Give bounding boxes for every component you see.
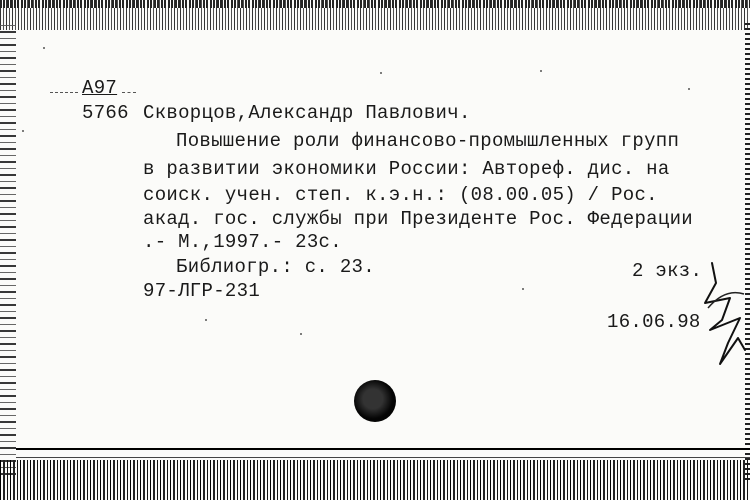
card-top-edge — [0, 0, 750, 30]
date-stamp: 16.06.98 — [607, 311, 701, 333]
scan-speck — [22, 130, 24, 132]
card-bottom-rule — [16, 448, 750, 450]
scan-speck — [43, 47, 45, 49]
copies-count: 2 экз. — [632, 260, 703, 282]
handwritten-signature — [700, 258, 750, 368]
scan-speck — [522, 288, 524, 290]
registry-number: 97-ЛГР-231 — [143, 280, 261, 302]
card-right-edge — [745, 20, 750, 480]
card-bottom-edge — [0, 460, 750, 500]
title-line-5: .- М.,1997.- 23с. — [143, 231, 342, 253]
bibliography-note: Библиогр.: с. 23. — [176, 256, 375, 278]
author-heading: Скворцов,Александр Павлович. — [143, 102, 471, 124]
card-bottom-rule-secondary — [16, 457, 750, 458]
punch-hole — [354, 380, 396, 422]
title-line-1: Повышение роли финансово-промышленных групп — [176, 130, 680, 152]
scan-speck — [205, 319, 207, 321]
scan-speck — [300, 333, 302, 335]
scan-speck — [688, 88, 690, 90]
scan-speck — [380, 72, 382, 74]
card-left-edge — [0, 25, 16, 475]
title-line-2: в развитии экономики России: Автореф. дис. на — [143, 158, 670, 180]
card-code: А97 — [82, 77, 118, 99]
card-number: 5766 — [82, 102, 129, 124]
title-line-3: соиск. учен. степ. к.э.н.: (08.00.05) / Рос. — [143, 184, 658, 206]
title-line-4: акад. гос. службы при Президенте Рос. Федерации — [143, 208, 693, 230]
scan-speck — [540, 70, 542, 72]
code-leader-dash — [50, 92, 78, 93]
code-trailer-dash — [122, 92, 136, 93]
